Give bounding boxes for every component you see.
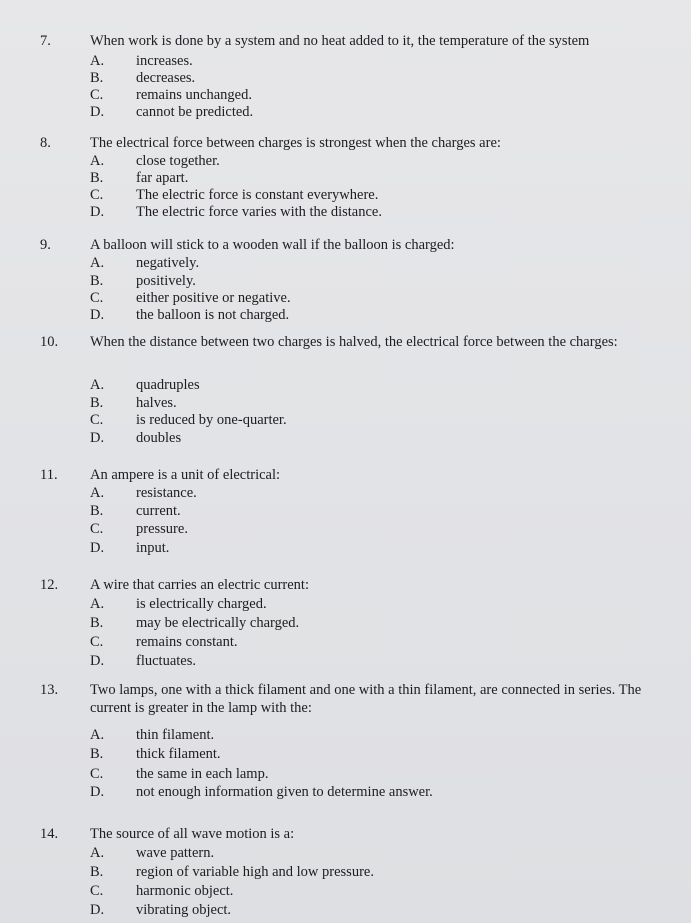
option-letter: C.	[90, 521, 104, 537]
question-stem: A wire that carries an electric current:	[90, 577, 309, 593]
option-letter: D.	[90, 204, 105, 220]
option-text: The electric force varies with the distance.	[136, 204, 382, 220]
question-number: 8.	[40, 135, 51, 151]
question-stem: A balloon will stick to a wooden wall if the balloon is charged:	[90, 237, 455, 253]
option-text: may be electrically charged.	[136, 615, 300, 631]
option-letter: D.	[90, 902, 105, 918]
option-letter: B.	[90, 273, 104, 289]
option-text: region of variable high and low pressure.	[136, 864, 374, 880]
option-letter: B.	[90, 170, 104, 186]
option-text: fluctuates.	[136, 653, 196, 669]
question-number: 14.	[40, 826, 59, 842]
option-letter: B.	[90, 503, 104, 519]
option-letter: C.	[90, 290, 104, 306]
option-text: vibrating object.	[136, 902, 232, 918]
option-letter: D.	[90, 653, 105, 669]
question-stem: The source of all wave motion is a:	[90, 826, 295, 842]
option-text: doubles	[136, 430, 182, 446]
option-letter: B.	[90, 395, 104, 411]
option-letter: C.	[90, 766, 104, 782]
option-letter: A.	[90, 255, 105, 271]
question-number: 13.	[40, 682, 59, 698]
option-text: current.	[136, 503, 181, 519]
option-letter: A.	[90, 53, 105, 69]
option-text: thin filament.	[136, 727, 215, 743]
option-text: The electric force is constant everywhere.	[136, 187, 379, 203]
option-letter: D.	[90, 540, 105, 556]
option-text: far apart.	[136, 170, 189, 186]
option-text: increases.	[136, 53, 193, 69]
option-letter: B.	[90, 70, 104, 86]
option-letter: C.	[90, 634, 104, 650]
option-letter: A.	[90, 377, 105, 393]
option-letter: A.	[90, 485, 105, 501]
option-letter: D.	[90, 430, 105, 446]
option-text: input.	[136, 540, 170, 556]
option-letter: B.	[90, 746, 104, 762]
option-text: harmonic object.	[136, 883, 234, 899]
option-letter: C.	[90, 883, 104, 899]
question-stem: When the distance between two charges is halved, the electrical force between the charges:	[90, 334, 618, 350]
option-text: positively.	[136, 273, 196, 289]
option-text: wave pattern.	[136, 845, 215, 861]
option-letter: B.	[90, 615, 104, 631]
question-number: 7.	[40, 33, 51, 49]
option-text: quadruples	[136, 377, 200, 393]
option-letter: C.	[90, 187, 104, 203]
option-text: remains constant.	[136, 634, 238, 650]
question-stem: The electrical force between charges is strongest when the charges are:	[90, 135, 501, 151]
question-stem: An ampere is a unit of electrical:	[90, 467, 281, 483]
option-letter: A.	[90, 153, 105, 169]
option-letter: D.	[90, 104, 105, 120]
question-number: 12.	[40, 577, 59, 593]
option-letter: A.	[90, 727, 105, 743]
option-text: either positive or negative.	[136, 290, 291, 306]
question-number: 9.	[40, 237, 51, 253]
option-letter: B.	[90, 864, 104, 880]
option-letter: C.	[90, 87, 104, 103]
option-text: the balloon is not charged.	[136, 307, 290, 323]
option-text: halves.	[136, 395, 177, 411]
question-stem: When work is done by a system and no heat added to it, the temperature of the system	[90, 33, 590, 49]
option-text: negatively.	[136, 255, 200, 271]
question-number: 11.	[40, 467, 58, 483]
option-text: remains unchanged.	[136, 87, 252, 103]
option-text: decreases.	[136, 70, 196, 86]
option-text: not enough information given to determine answer.	[136, 784, 433, 800]
option-letter: D.	[90, 307, 105, 323]
option-text: thick filament.	[136, 746, 221, 762]
option-text: close together.	[136, 153, 220, 169]
option-text: is reduced by one-quarter.	[136, 412, 287, 428]
option-letter: A.	[90, 596, 105, 612]
option-letter: A.	[90, 845, 105, 861]
question-stem: Two lamps, one with a thick filament and one with a thin filament, are connected in series. The current is greater in the lamp with the:	[90, 682, 642, 716]
option-text: pressure.	[136, 521, 188, 537]
question-number: 10.	[40, 334, 59, 350]
option-text: is electrically charged.	[136, 596, 267, 612]
option-text: the same in each lamp.	[136, 766, 269, 782]
option-letter: C.	[90, 412, 104, 428]
option-text: resistance.	[136, 485, 197, 501]
option-letter: D.	[90, 784, 105, 800]
option-text: cannot be predicted.	[136, 104, 254, 120]
